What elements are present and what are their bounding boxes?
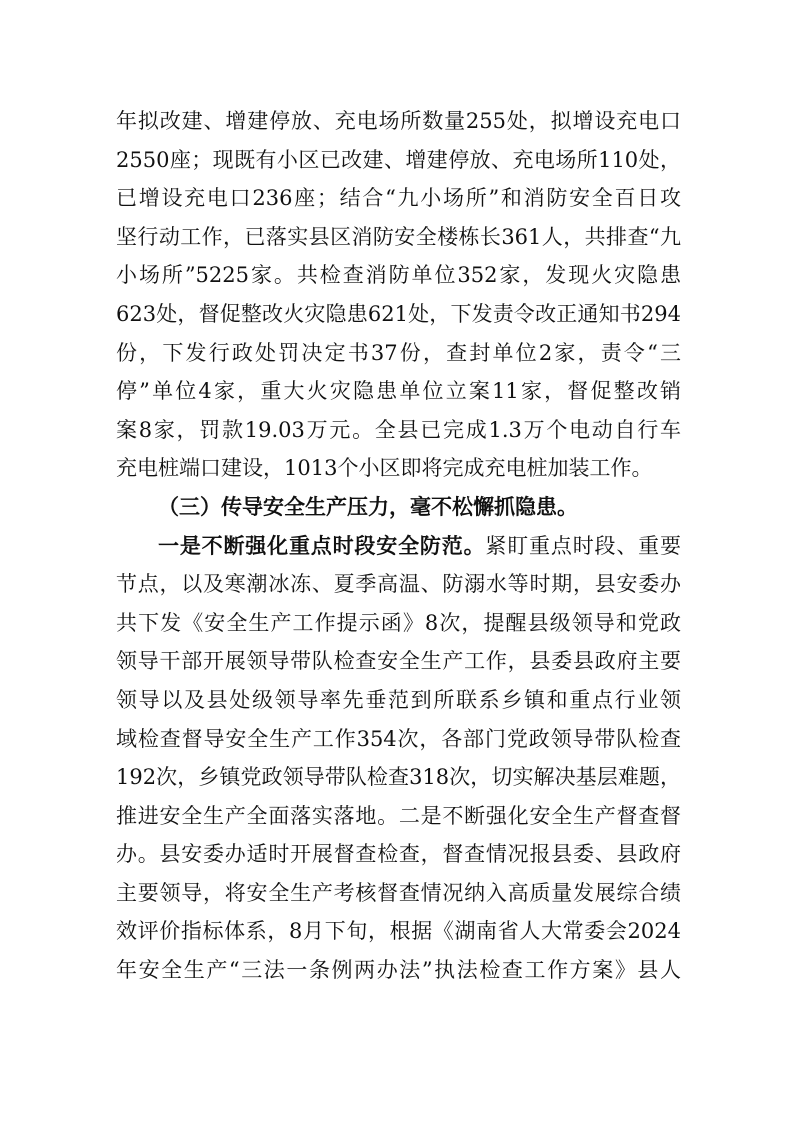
text-line: 623处，督促整改火灾隐患621处，下发责令改正通知书294 [116, 301, 681, 326]
paragraph-first-line [116, 527, 681, 566]
text-line: 2550座；现既有小区已改建、增建停放、充电场所110处， [116, 147, 681, 172]
text-line: 192次，乡镇党政领导带队检查318次，切实解决基层难题， [116, 765, 681, 790]
lead-rest: 紧盯重点时段、重要 [485, 533, 681, 558]
text-line: 推进安全生产全面落实落地。二是不断强化安全生产督查督 [116, 803, 681, 828]
bold-lead: 一是不断强化重点时段安全防范。 [158, 532, 486, 558]
text-line: 域检查督导安全生产工作354次，各部门党政领导带队检查 [116, 726, 681, 751]
text-line: 效评价指标体系，8月下旬，根据《湖南省人大常委会2024 [116, 919, 681, 944]
body-text [116, 102, 681, 990]
text-line: 领导干部开展领导带队检查安全生产工作，县委县政府主要 [116, 649, 681, 674]
text-line: 坚行动工作，已落实县区消防安全楼栋长361人，共排查“九 [116, 224, 681, 249]
section-heading: （三）传导安全生产压力，毫不松懈抓隐患。 [158, 493, 578, 519]
text-line: 已增设充电口236座；结合“九小场所”和消防安全百日攻 [116, 186, 681, 211]
text-line: 年安全生产“三法一条例两办法”执法检查工作方案》县人 [116, 958, 681, 983]
text-line: 共下发《安全生产工作提示函》8次，提醒县级领导和党政 [116, 610, 681, 635]
text-line: 领导以及县处级领导率先垂范到所联系乡镇和重点行业领 [116, 687, 681, 712]
text-line: 充电桩端口建设，1013个小区即将完成充电桩加装工作。 [116, 456, 653, 481]
text-line: 小场所”5225家。共检查消防单位352家，发现火灾隐患 [116, 263, 681, 288]
text-line: 停”单位4家，重大火灾隐患单位立案11家，督促整改销 [116, 379, 681, 404]
text-line: 节点，以及寒潮冰冻、夏季高温、防溺水等时期，县安委办 [116, 572, 681, 597]
text-line: 案8家，罚款19.03万元。全县已完成1.3万个电动自行车 [116, 417, 681, 442]
text-line: 份，下发行政处罚决定书37份，查封单位2家，责令“三 [116, 340, 681, 365]
text-line: 年拟改建、增建停放、充电场所数量255处，拟增设充电口 [116, 109, 681, 133]
text-line: 主要领导，将安全生产考核督查情况纳入高质量发展综合绩 [116, 880, 681, 905]
text-line: 办。县安委办适时开展督查检查，督查情况报县委、县政府 [116, 842, 681, 867]
